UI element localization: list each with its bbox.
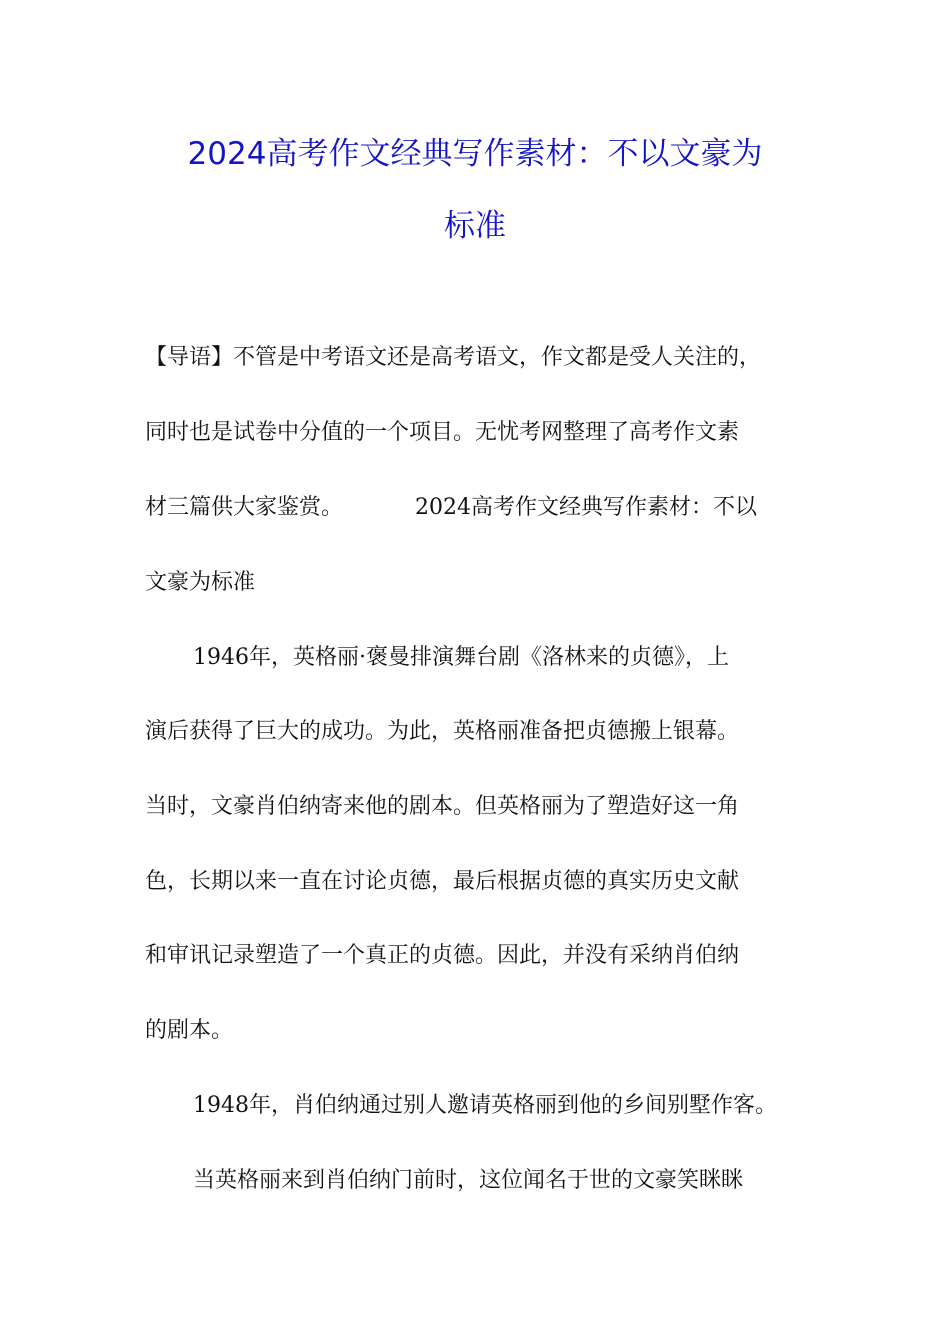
intro-line-4: 文豪为标准 xyxy=(145,570,256,595)
intro-line-3 xyxy=(145,493,757,523)
paragraph-3-line-1: 当英格丽来到肖伯纳门前时，这位闻名于世的文豪笑眯眯 xyxy=(193,1168,744,1193)
paragraph-1-line-3: 当时，文豪肖伯纳寄来他的剧本。但英格丽为了塑造好这一角 xyxy=(145,794,740,819)
paragraph-1-line-6: 的剧本。 xyxy=(145,1018,234,1043)
paragraph-1-line-1: 1946年，英格丽·褒曼排演舞台剧《洛林来的贞德》，上 xyxy=(193,645,729,670)
intro-line-3-text: 材三篇供大家鉴赏。 xyxy=(145,495,344,520)
intro-line-1: 【导语】不管是中考语文还是高考语文，作文都是受人关注的， xyxy=(145,345,762,370)
subtitle-repeat-text: 2024高考作文经典写作素材：不以 xyxy=(415,495,758,520)
paragraph-1-line-4: 色，长期以来一直在讨论贞德，最后根据贞德的真实历史文献 xyxy=(145,869,740,894)
document-title-line-2: 标准 xyxy=(444,208,506,244)
paragraph-2-line-1: 1948年，肖伯纳通过别人邀请英格丽到他的乡间别墅作客。 xyxy=(193,1093,777,1118)
paragraph-1-line-2: 演后获得了巨大的成功。为此，英格丽准备把贞德搬上银幕。 xyxy=(145,719,740,744)
intro-line-2: 同时也是试卷中分值的一个项目。无忧考网整理了高考作文素 xyxy=(145,420,740,445)
paragraph-1-line-5: 和审讯记录塑造了一个真正的贞德。因此，并没有采纳肖伯纳 xyxy=(145,943,740,968)
document-title-line-1: 2024高考作文经典写作素材：不以文豪为 xyxy=(187,136,763,172)
